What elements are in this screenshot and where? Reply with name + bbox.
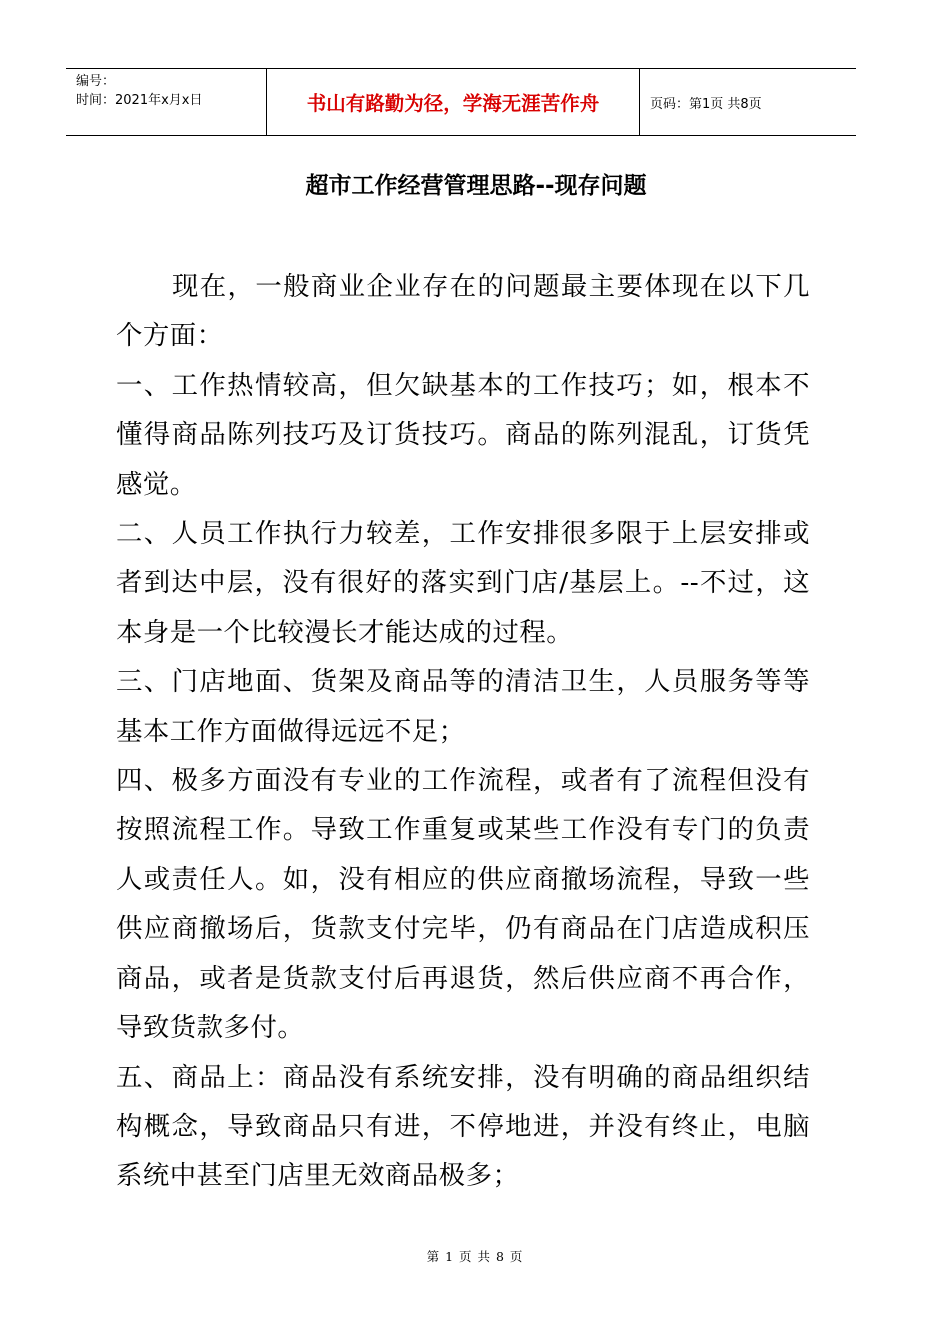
issue-paragraph-1: 一、工作热情较高，但欠缺基本的工作技巧；如，根本不懂得商品陈列技巧及订货技巧。商品的陈列混乱，订货凭感觉。 — [116, 369, 810, 500]
document-title: 超市工作经营管理思路--现存问题 — [305, 173, 647, 199]
page-header — [66, 68, 856, 136]
page-footer: 第 1 页 共 8 页 — [426, 1249, 524, 1264]
intro-paragraph: 现在，一般商业企业存在的问题最主要体现在以下几个方面： — [116, 271, 810, 352]
document-body — [116, 262, 810, 1201]
issue-paragraph-3: 三、门店地面、货架及商品等的清洁卫生，人员服务等等基本工作方面做得远远不足； — [116, 666, 810, 747]
header-meta — [66, 69, 267, 135]
document-number-label: 编号： — [76, 74, 116, 89]
issue-paragraph-4: 四、极多方面没有专业的工作流程，或者有了流程但没有按照流程工作。导致工作重复或某些工作没有专门的负责人或责任人。如，没有相应的供应商撤场流程，导致一些供应商撤场后，货款支付完毕，仍有商品在门店造成积压商品，或者是货款支付后再退货，然后供应商不再合作，导致货款多付。 — [116, 765, 810, 1044]
issue-paragraph-5: 五、商品上：商品没有系统安排，没有明确的商品组织结构概念，导致商品只有进，不停地进，并没有终止，电脑系统中甚至门店里无效商品极多； — [116, 1061, 810, 1192]
document-time-label: 时间：2021年x月x日 — [76, 93, 203, 108]
issue-paragraph-2: 二、人员工作执行力较差，工作安排很多限于上层安排或者到达中层，没有很好的落实到门店/基层上。--不过，这本身是一个比较漫长才能达成的过程。 — [116, 518, 810, 648]
header-motto: 书山有路勤为径，学海无涯苦作舟 — [267, 69, 640, 135]
header-page-info: 页码：第1页 共8页 — [650, 96, 762, 112]
